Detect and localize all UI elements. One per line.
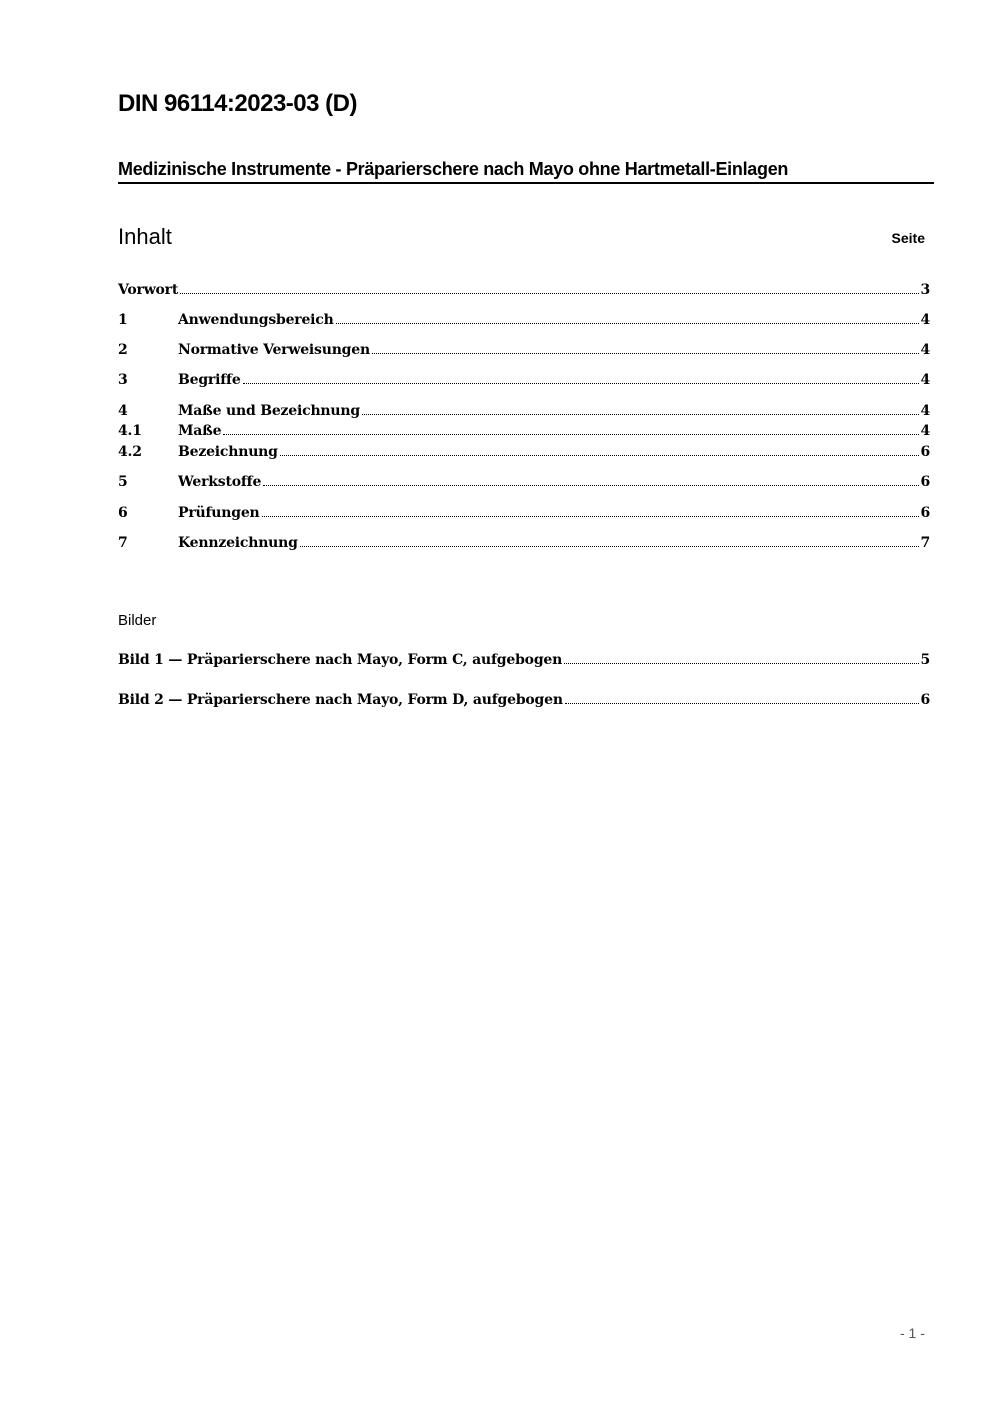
toc-entry-number: 2 [118,342,128,358]
toc-heading: Inhalt [118,224,172,249]
toc-entry-page: 7 [920,535,930,551]
leader-dots [565,702,920,704]
page-column-label: Seite [891,230,925,246]
figures-heading: Bilder [118,612,157,629]
toc-entry-title: Kennzeichnung [178,535,298,551]
toc-entry-title: Bezeichnung [178,444,278,460]
toc-entry[interactable] [118,371,930,389]
figure-entry[interactable] [118,651,930,669]
toc-entry-page: 4 [920,403,930,419]
toc-entry-page: 6 [920,505,930,521]
toc-entry-number: 4.2 [118,444,142,460]
toc-entry[interactable] [118,341,930,359]
toc-entry-page: 6 [920,444,930,460]
toc-entry-title: Maße [178,423,222,439]
toc-entry-number: 3 [118,372,128,388]
toc-entry[interactable] [118,311,930,329]
toc-entry-number: 6 [118,505,128,521]
toc-entry-title: Vorwort [118,282,179,298]
toc-entry-number: 7 [118,535,128,551]
document-subtitle: Medizinische Instrumente - Präparierschere nach Mayo ohne Hartmetall-Einlagen [118,159,934,184]
toc-entry[interactable] [118,281,930,299]
leader-dots [564,662,919,664]
toc-entry-number: 4.1 [118,423,142,439]
leader-dots [180,292,919,294]
leader-dots [300,545,920,547]
toc-entry[interactable] [118,473,930,491]
leader-dots [263,484,919,486]
toc-entry[interactable] [118,534,930,552]
figure-entry-title: Bild 1 — Präparierschere nach Mayo, Form C, aufgebogen [118,652,563,668]
leader-dots [243,382,920,384]
document-id: DIN 96114:2023-03 (D) [118,90,357,117]
leader-dots [223,433,919,435]
toc-entry-page: 6 [920,474,930,490]
toc-entry-title: Begriffe [178,372,241,388]
toc-entry-page: 4 [920,372,930,388]
leader-dots [372,352,920,354]
toc-entry-title: Prüfungen [178,505,260,521]
toc-entry-title: Anwendungsbereich [178,312,334,328]
figure-entry-title: Bild 2 — Präparierschere nach Mayo, Form D, aufgebogen [118,692,563,708]
toc-entry[interactable] [118,422,930,440]
leader-dots [280,454,920,456]
figure-entry-page: 5 [920,652,930,668]
toc-entry-number: 4 [118,403,128,419]
toc-entry-title: Normative Verweisungen [178,342,370,358]
figure-entry[interactable] [118,691,930,709]
toc-entry[interactable] [118,504,930,522]
toc-entry[interactable] [118,402,930,420]
figure-entry-page: 6 [920,692,930,708]
page-number: - 1 - [900,1325,925,1341]
toc-entry[interactable] [118,443,930,461]
toc-entry-number: 1 [118,312,128,328]
toc-entry-page: 4 [920,312,930,328]
toc-entry-title: Maße und Bezeichnung [178,403,360,419]
toc-entry-page: 4 [920,342,930,358]
toc-entry-page: 3 [920,282,930,298]
toc-entry-number: 5 [118,474,128,490]
leader-dots [336,322,920,324]
leader-dots [362,413,920,415]
leader-dots [262,515,920,517]
toc-entry-page: 4 [920,423,930,439]
toc-entry-title: Werkstoffe [178,474,262,490]
